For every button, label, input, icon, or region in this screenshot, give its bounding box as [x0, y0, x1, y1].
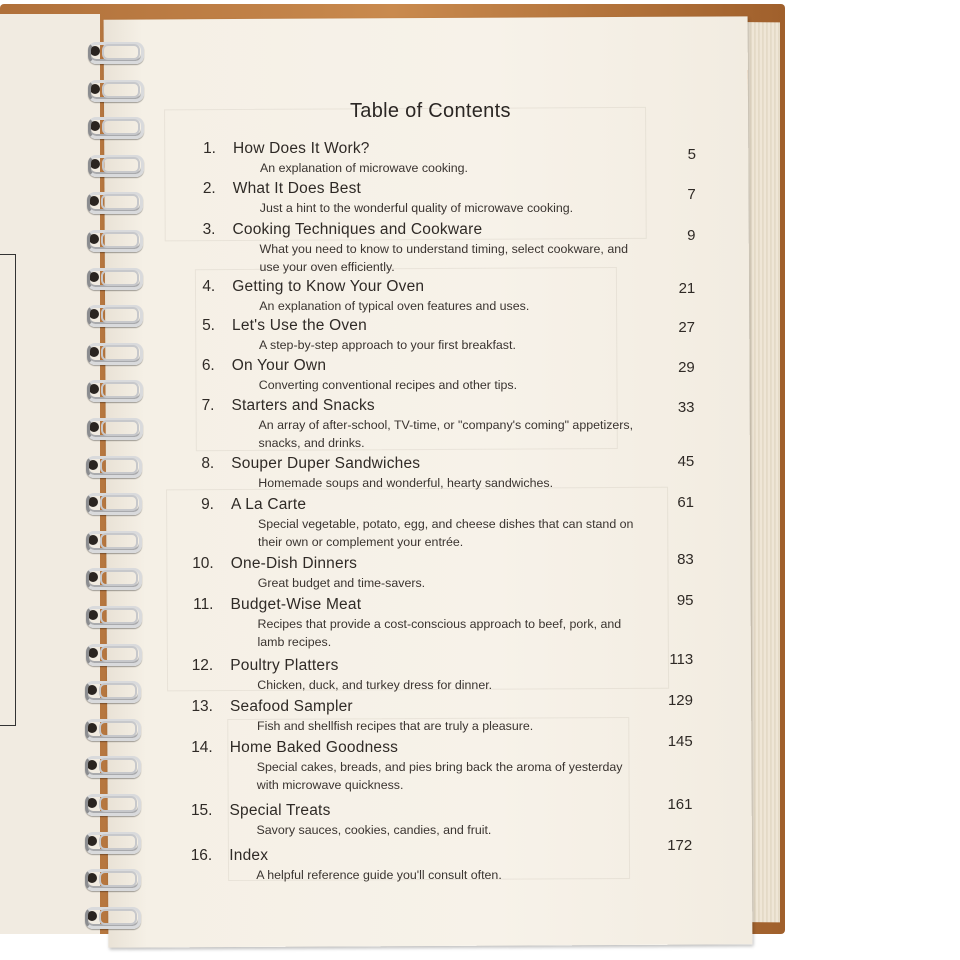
chapter-title: Getting to Know Your Oven: [232, 278, 425, 295]
chapter-number: 2.: [202, 180, 216, 197]
chapter-number: 15.: [190, 802, 213, 819]
chapter-number: 11.: [193, 596, 214, 613]
chapter-number: 13.: [191, 698, 213, 715]
page-number: 161: [667, 796, 693, 813]
chapter-title: Poultry Platters: [230, 657, 339, 674]
page-number: 33: [677, 399, 695, 416]
chapter-title: Home Baked Goodness: [229, 739, 399, 756]
chapter-title: What It Does Best: [232, 180, 362, 197]
page-number: 27: [678, 319, 695, 336]
spiral-coil: [77, 717, 137, 739]
chapter-description: Just a hint to the wonderful quality of microwave cooking.: [259, 201, 574, 215]
spiral-coil: [77, 867, 137, 889]
page-number: 172: [667, 837, 693, 854]
chapter-description: A helpful reference guide you'll consult often.: [256, 868, 502, 882]
chapter-description: An explanation of typical oven features and uses.: [259, 299, 530, 313]
spiral-binding: [78, 30, 142, 930]
page-number: 95: [676, 592, 694, 609]
spiral-coil: [79, 228, 139, 250]
chapter-number: 6.: [201, 357, 215, 374]
page-number: 113: [669, 651, 694, 668]
spiral-coil: [79, 303, 139, 325]
chapter-number: 5.: [202, 317, 215, 334]
spiral-coil: [77, 754, 137, 776]
chapter-description: Recipes that provide a cost-conscious approach to beef, pork, and lamb recipes.: [257, 617, 622, 649]
chapter-number: 14.: [191, 739, 213, 756]
chapter-title: Starters and Snacks: [231, 397, 375, 414]
chapter-description: Homemade soups and wonderful, hearty sandwiches.: [258, 476, 554, 490]
chapter-number: 4.: [202, 278, 216, 295]
spiral-coil: [80, 78, 140, 100]
chapter-description: Fish and shellfish recipes that are truly a pleasure.: [257, 719, 534, 733]
chapter-number: 16.: [190, 847, 213, 864]
chapter-description: Special cakes, breads, and pies bring back the aroma of yesterday with microwave quickness.: [256, 760, 623, 792]
chapter-description: Special vegetable, potato, egg, and cheese dishes that can stand on their own or complement your entrée.: [258, 517, 634, 549]
chapter-title: On Your Own: [231, 357, 327, 374]
chapter-number: 10.: [192, 555, 214, 572]
spiral-coil: [78, 454, 138, 476]
page-title: Table of Contents: [350, 100, 511, 122]
spiral-coil: [78, 604, 138, 626]
chapter-title: Index: [229, 847, 269, 864]
page-number: 21: [678, 280, 696, 297]
spiral-coil: [77, 830, 137, 852]
page-number: 29: [678, 359, 695, 376]
spiral-coil: [78, 566, 138, 588]
chapter-number: 8.: [201, 455, 215, 472]
chapter-title: A La Carte: [231, 496, 307, 513]
page-number: 61: [677, 494, 694, 511]
spiral-coil: [77, 679, 137, 701]
chapter-title: How Does It Work?: [233, 140, 370, 157]
chapter-description: An explanation of microwave cooking.: [260, 161, 469, 175]
previous-page-frame: [0, 254, 16, 726]
page-number: 145: [667, 733, 693, 750]
spiral-coil: [78, 491, 138, 513]
chapter-title: Budget-Wise Meat: [230, 596, 362, 613]
chapter-number: 9.: [201, 496, 214, 513]
spiral-coil: [79, 190, 139, 212]
chapter-number: 1.: [203, 140, 216, 157]
spiral-coil: [80, 40, 140, 62]
spiral-coil: [80, 115, 140, 137]
chapter-description: What you need to know to understand timing, select cookware, and use your oven efficiently.: [259, 242, 628, 274]
chapter-description: Great budget and time-savers.: [257, 576, 426, 590]
page-number: 7: [687, 186, 696, 203]
spiral-coil: [78, 642, 138, 664]
chapter-description: A step-by-step approach to your first breakfast.: [259, 338, 516, 352]
spiral-coil: [78, 529, 138, 551]
page-number: 9: [687, 227, 696, 244]
chapter-title: One-Dish Dinners: [230, 555, 358, 572]
chapter-title: Let's Use the Oven: [232, 317, 367, 334]
chapter-title: Souper Duper Sandwiches: [231, 455, 421, 472]
chapter-description: An array of after-school, TV-time, or "company's coming" appetizers, snacks, and drinks.: [258, 418, 634, 450]
chapter-description: Chicken, duck, and turkey dress for dinner.: [257, 678, 493, 692]
page-number: 83: [677, 551, 694, 568]
spiral-coil: [79, 266, 139, 288]
chapter-title: Seafood Sampler: [230, 698, 353, 715]
chapter-description: Savory sauces, cookies, candies, and fruit.: [256, 823, 492, 837]
spiral-coil: [79, 341, 139, 363]
spiral-coil: [77, 905, 137, 927]
spiral-coil: [79, 378, 139, 400]
chapter-title: Cooking Techniques and Cookware: [232, 221, 483, 238]
page-number: 129: [667, 692, 693, 709]
chapter-number: 3.: [202, 221, 216, 238]
chapter-number: 12.: [191, 657, 214, 674]
chapter-title: Special Treats: [229, 802, 331, 819]
page-number: 45: [677, 453, 695, 470]
spiral-coil: [80, 153, 140, 175]
chapter-description: Converting conventional recipes and other tips.: [258, 378, 518, 392]
page-number: 5: [687, 146, 696, 163]
chapter-number: 7.: [201, 397, 215, 414]
spiral-coil: [79, 416, 139, 438]
spiral-coil: [77, 792, 137, 814]
